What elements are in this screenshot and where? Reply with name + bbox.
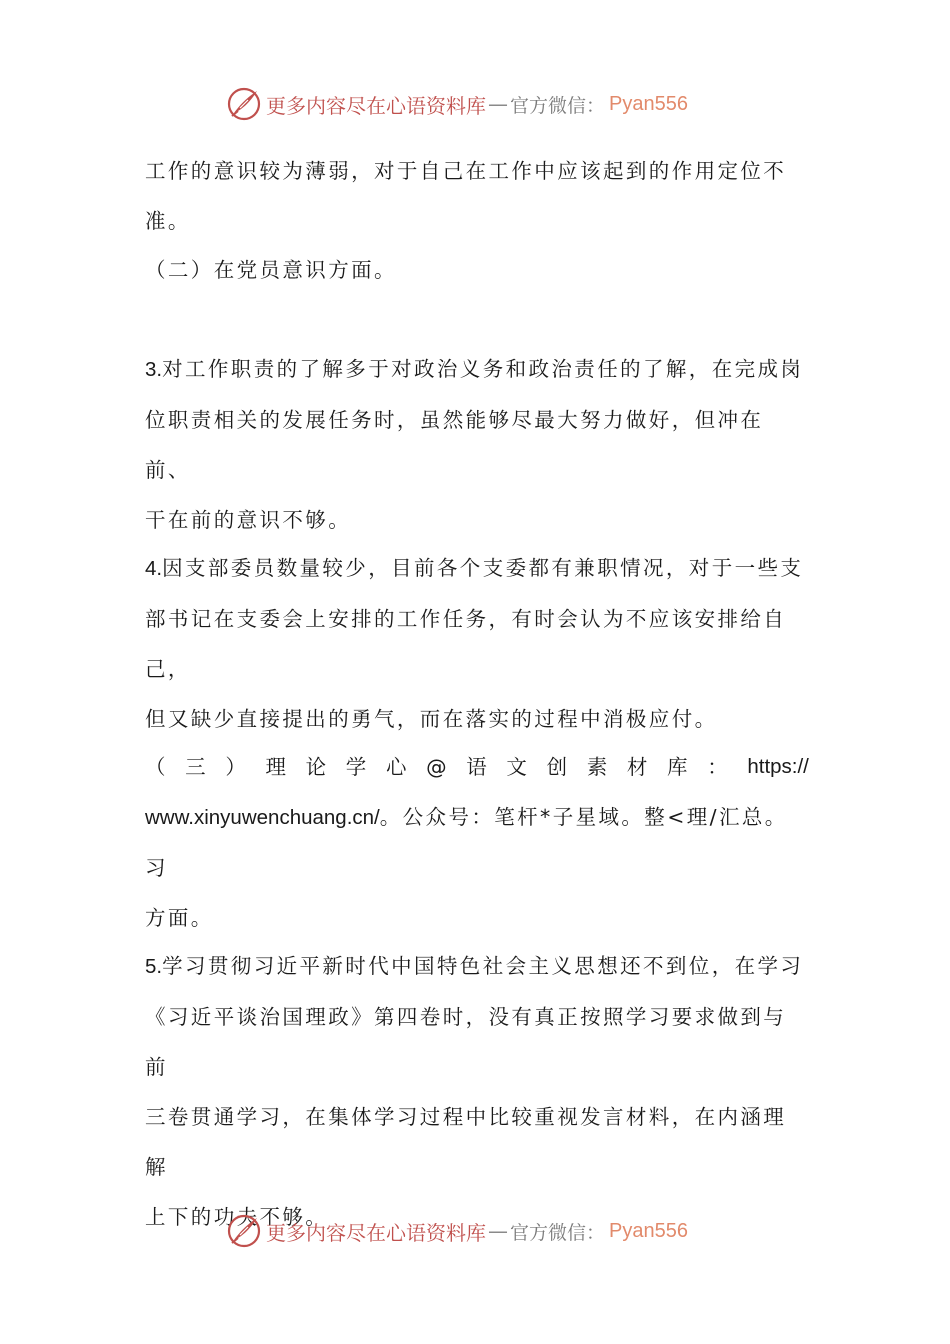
- heading-char: 心: [385, 755, 409, 779]
- heading-char: 三: [185, 755, 209, 779]
- list-item-4: [145, 543, 809, 744]
- justified-heading-line: [145, 742, 809, 792]
- watermark-wechat-id: Pyan556: [609, 1219, 688, 1242]
- paragraph-line: 对工作职责的了解多于对政治义务和政治责任的了解，在完成岗: [162, 357, 804, 381]
- heading-char: 论: [305, 755, 329, 779]
- paragraph-line: 干在前的意识不够。: [145, 508, 352, 532]
- footer-watermark: [226, 1211, 746, 1251]
- paragraph-line: 因支部委员数量较少，目前各个支委都有兼职情况，对于一些支: [162, 556, 804, 580]
- watermark-brand-text: 更多内容尽在心语资料库: [266, 93, 486, 118]
- paragraph-line: 方面。: [145, 906, 214, 930]
- watermark-separator: —: [488, 92, 508, 116]
- paragraph-line: 《习近平谈治国理政》第四卷时，没有真正按照学习要求做到与前: [145, 1005, 787, 1079]
- heading-char: 学: [345, 755, 369, 779]
- watermark-wechat-label: 官方微信：: [510, 1221, 606, 1244]
- section-heading-text: （二）在党员意识方面。: [145, 258, 397, 282]
- url-text: www.xinyuwenchuang.cn/: [145, 806, 380, 829]
- quill-pen-logo-icon: [226, 1213, 262, 1249]
- paragraph-line: 。公众号：笔杆*子星域。整<理/汇总。习: [145, 805, 788, 880]
- list-item-3: [145, 344, 809, 545]
- paragraph-line: 学习贯彻习近平新时代中国特色社会主义思想还不到位，在学习: [162, 954, 804, 978]
- section-heading-3: [145, 742, 809, 943]
- paragraph-line: 三卷贯通学习，在集体学习过程中比较重视发言材料，在内涵理解: [145, 1105, 787, 1179]
- heading-char: @: [426, 755, 449, 779]
- paragraph-line: 工作的意识较为薄弱，对于自己在工作中应该起到的作用定位不准。: [145, 159, 787, 233]
- watermark-wechat-label: 官方微信：: [510, 94, 606, 117]
- heading-char: 语: [466, 755, 490, 779]
- heading-char: ）: [225, 755, 249, 779]
- heading-char: 文: [506, 755, 530, 779]
- heading-char: （: [145, 755, 168, 779]
- heading-char: 库: [667, 755, 690, 779]
- paragraph-continuation: [145, 146, 809, 246]
- heading-char: ：: [707, 755, 731, 779]
- quill-pen-logo-icon: [226, 86, 262, 122]
- heading-char: 创: [546, 755, 570, 779]
- section-heading-2: [145, 245, 809, 295]
- heading-char: 材: [626, 755, 650, 779]
- heading-char: 理: [265, 755, 289, 779]
- watermark-separator: —: [488, 1219, 508, 1243]
- list-item-5: [145, 941, 809, 1242]
- header-watermark: [226, 84, 746, 124]
- watermark-wechat-id: Pyan556: [609, 92, 688, 115]
- heading-char: 素: [586, 755, 610, 779]
- item-number: 4.: [145, 557, 163, 580]
- watermark-brand-text: 更多内容尽在心语资料库: [266, 1220, 486, 1245]
- item-number: 3.: [145, 358, 163, 381]
- paragraph-line: 上下的功夫不够。: [145, 1205, 329, 1229]
- paragraph-line: 但又缺少直接提出的勇气，而在落实的过程中消极应付。: [145, 707, 718, 731]
- paragraph-line: 位职责相关的发展任务时，虽然能够尽最大努力做好，但冲在前、: [145, 408, 764, 482]
- heading-url-start: https://: [747, 755, 809, 778]
- item-number: 5.: [145, 955, 163, 978]
- paragraph-line: 部书记在支委会上安排的工作任务，有时会认为不应该安排给自己，: [145, 607, 787, 681]
